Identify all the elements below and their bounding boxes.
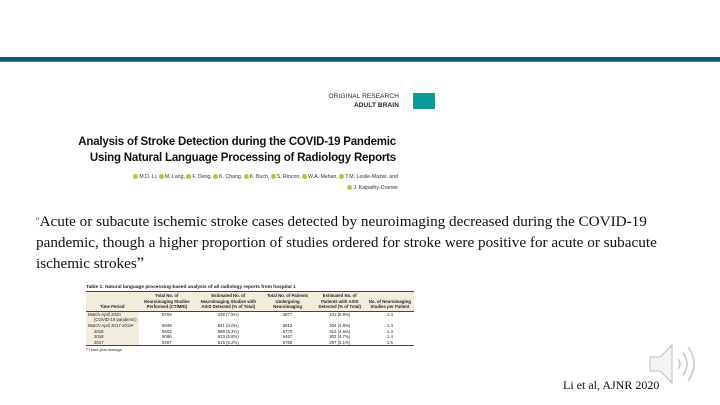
quote-text: Acute or subacute ischemic stroke cases detected by neuroimaging decreased during the COVID-19 pandemic, though a higher proportion of studies ordered for stroke were positive for acute or subacute ischemic strokes bbox=[36, 213, 657, 272]
table-cell-period: (COVID-19 pandemic) bbox=[86, 317, 139, 323]
col-header: Time Period bbox=[86, 292, 139, 312]
table-cell-asis-patients: 231 (5.8%) bbox=[329, 311, 351, 317]
table-cell-patients: 6512 bbox=[282, 322, 293, 328]
header-rule bbox=[0, 57, 720, 62]
table-cell-studies: 9403 bbox=[162, 328, 172, 334]
orcid-icon bbox=[347, 185, 352, 190]
category-color-block bbox=[413, 93, 435, 109]
author-name: S. Rincon, bbox=[276, 174, 303, 180]
table-cell-asis-studies: 586 (6.2%) bbox=[217, 328, 239, 334]
table-cell-studies: 8357 bbox=[162, 339, 172, 345]
table-cell-per-patient: 1.4 bbox=[386, 328, 393, 334]
paper-title-line-1: Analysis of Stroke Detection during the COVID-19 Pandemic bbox=[78, 136, 396, 148]
col-header: Estimated No. of Patients with ASIS Detected (% of Total) bbox=[314, 292, 366, 312]
col-header: Total No. of Patients Undergoing Neuroimaging bbox=[261, 292, 313, 312]
orcid-icon bbox=[302, 174, 307, 179]
table-cell-patients: 3977 bbox=[282, 311, 293, 317]
table-cell-per-patient: 1.4 bbox=[386, 334, 393, 340]
speaker-icon[interactable] bbox=[648, 340, 708, 388]
col-header: Estimated No. of Neuroimaging Studies with ASIS Detected (% of Total) bbox=[195, 292, 261, 312]
table-caption: Table 1: Natural language processing-based analysis of all radiology reports from hospital 1 bbox=[86, 285, 296, 290]
table-footnote: ª Three-year average. bbox=[86, 348, 123, 353]
table-cell-period: March-April 2017-2019ª bbox=[86, 323, 139, 329]
category-line-1: ORIGINAL RESEARCH bbox=[328, 93, 399, 100]
table-cell-asis-studies: 541 (6.0%) bbox=[217, 322, 239, 328]
orcid-icon bbox=[133, 174, 138, 179]
author-line-2 bbox=[60, 183, 398, 194]
citation: Li et al, AJNR 2020 bbox=[563, 378, 660, 392]
table-cell-per-patient: 1.5 bbox=[386, 339, 393, 345]
table-cell-patients: 6770 bbox=[282, 328, 293, 334]
close-quote-mark: ” bbox=[136, 255, 144, 272]
key-quote bbox=[36, 210, 696, 274]
table-cell-period: 2018 bbox=[86, 334, 139, 340]
orcid-icon bbox=[271, 174, 276, 179]
table-cell-period: 2017 bbox=[86, 340, 139, 346]
table-cell-studies: 5709 bbox=[162, 311, 172, 317]
author-name: W.A. Mehan, bbox=[308, 174, 340, 180]
author-name: T.M. Leslie-Mazwi, and bbox=[345, 174, 398, 180]
table-cell-asis-studies: 523 (5.8%) bbox=[217, 334, 239, 340]
table-cell-asis-studies: 515 (6.2%) bbox=[217, 339, 239, 345]
table-cell-studies: 9086 bbox=[162, 334, 172, 340]
open-quote-mark: “ bbox=[36, 216, 40, 225]
table-cell-asis-studies: 428 (7.5%) bbox=[217, 311, 239, 317]
table-cell-studies: 8949 bbox=[162, 322, 172, 328]
author-name: K. Buch, bbox=[249, 174, 271, 180]
table-row bbox=[86, 340, 414, 346]
table-cell-period: March-April 2020 bbox=[86, 311, 139, 317]
table-cell-asis-patients: 304 (4.8%) bbox=[329, 322, 351, 328]
table-cell-per-patient: 1.4 bbox=[386, 311, 393, 317]
table-cell-asis-patients: 302 (4.7%) bbox=[329, 334, 351, 340]
orcid-icon bbox=[159, 174, 164, 179]
table-cell-period: 2019 bbox=[86, 329, 139, 335]
author-list bbox=[60, 172, 398, 194]
author-name: F. Deng, bbox=[192, 174, 214, 180]
table-cell-asis-patients: 297 (5.1%) bbox=[329, 339, 351, 345]
col-header: Total No. of Neuroimaging Studies Performed (CT/MRI) bbox=[139, 292, 196, 312]
results-table bbox=[86, 284, 414, 354]
orcid-icon bbox=[339, 174, 344, 179]
paper-title bbox=[36, 134, 396, 166]
paper-title-line-2: Using Natural Language Processing of Radiology Reports bbox=[89, 152, 396, 164]
data-table bbox=[86, 291, 414, 346]
author-name: M.D. Li, bbox=[139, 174, 159, 180]
table-cell-patients: 6467 bbox=[282, 334, 293, 340]
author-name: M. Lang, bbox=[164, 174, 187, 180]
category-label bbox=[329, 92, 399, 110]
category-line-2: ADULT BRAIN bbox=[353, 102, 399, 109]
author-name: K. Chang, bbox=[219, 174, 244, 180]
table-cell-patients: 5750 bbox=[282, 339, 293, 345]
author-line-1 bbox=[60, 172, 398, 183]
author-name: J. Kalpathy-Cramer bbox=[353, 185, 398, 191]
table-cell-per-patient: 1.4 bbox=[386, 322, 393, 328]
table-header-row bbox=[86, 292, 414, 312]
orcid-icon bbox=[186, 174, 191, 179]
orcid-icon bbox=[244, 174, 249, 179]
col-header: No. of Neuroimaging Studies per Patient bbox=[366, 292, 414, 312]
orcid-icon bbox=[213, 174, 218, 179]
table-cell-asis-patients: 313 (4.6%) bbox=[329, 328, 351, 334]
